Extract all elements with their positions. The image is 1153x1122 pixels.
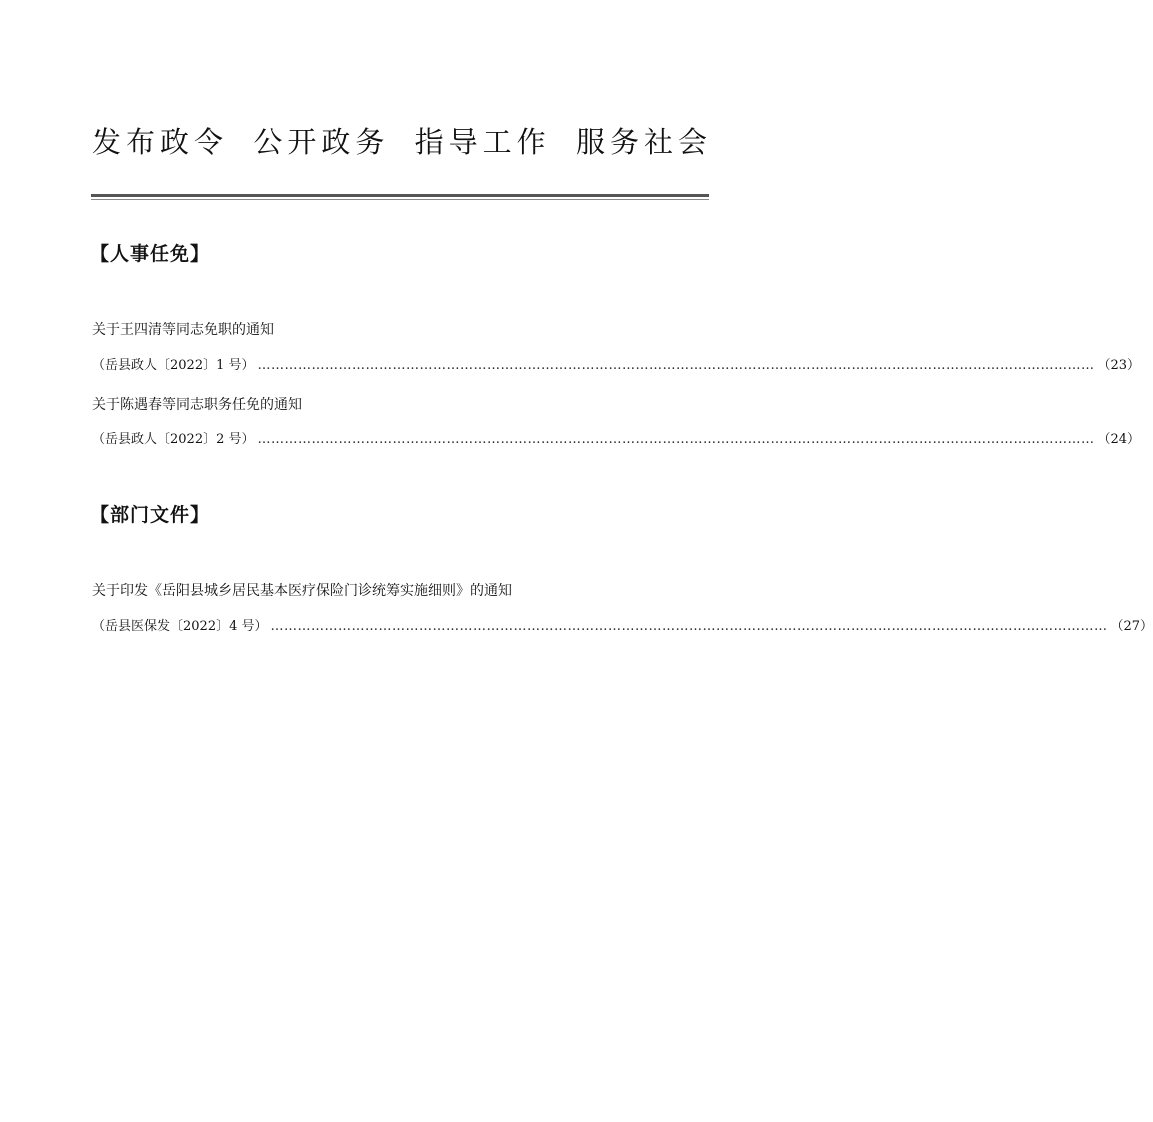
toc-entry-title[interactable]: 关于印发《岳阳县城乡居民基本医疗保险门诊统筹实施细则》的通知 bbox=[92, 583, 512, 599]
toc-doc-number: （岳县医保发〔2022〕4 号） bbox=[92, 619, 268, 634]
toc-entry-line[interactable] bbox=[92, 430, 1141, 450]
toc-entry-title[interactable]: 关于陈遇春等同志职务任免的通知 bbox=[92, 397, 302, 413]
toc-entry-title[interactable]: 关于王四清等同志免职的通知 bbox=[92, 322, 274, 338]
section-heading-personnel: 【人事任免】 bbox=[90, 243, 211, 265]
toc-doc-number: （岳县政人〔2022〕2 号） bbox=[92, 432, 255, 447]
section-heading-department-documents: 【部门文件】 bbox=[90, 504, 211, 526]
slogan-item: 公开政务 bbox=[253, 125, 390, 159]
dot-leader: …………………………………………………………………………………………………………………………………………………………………… bbox=[270, 619, 1108, 634]
dot-leader: …………………………………………………………………………………………………………………………………………………………………… bbox=[257, 358, 1095, 373]
header-divider-thin bbox=[91, 199, 709, 200]
masthead-slogan bbox=[92, 122, 712, 162]
slogan-item: 指导工作 bbox=[414, 125, 551, 159]
toc-entry-line[interactable] bbox=[92, 617, 1153, 637]
slogan-item: 发布政令 bbox=[92, 125, 229, 159]
toc-page-number: （27） bbox=[1110, 619, 1153, 634]
header-divider-thick bbox=[91, 194, 709, 197]
toc-doc-number: （岳县政人〔2022〕1 号） bbox=[92, 358, 255, 373]
toc-page-number: （23） bbox=[1097, 358, 1141, 373]
toc-entry-line[interactable] bbox=[92, 356, 1141, 376]
slogan-item: 服务社会 bbox=[575, 125, 712, 159]
toc-page-number: （24） bbox=[1097, 432, 1141, 447]
dot-leader: …………………………………………………………………………………………………………………………………………………………………… bbox=[257, 432, 1095, 447]
